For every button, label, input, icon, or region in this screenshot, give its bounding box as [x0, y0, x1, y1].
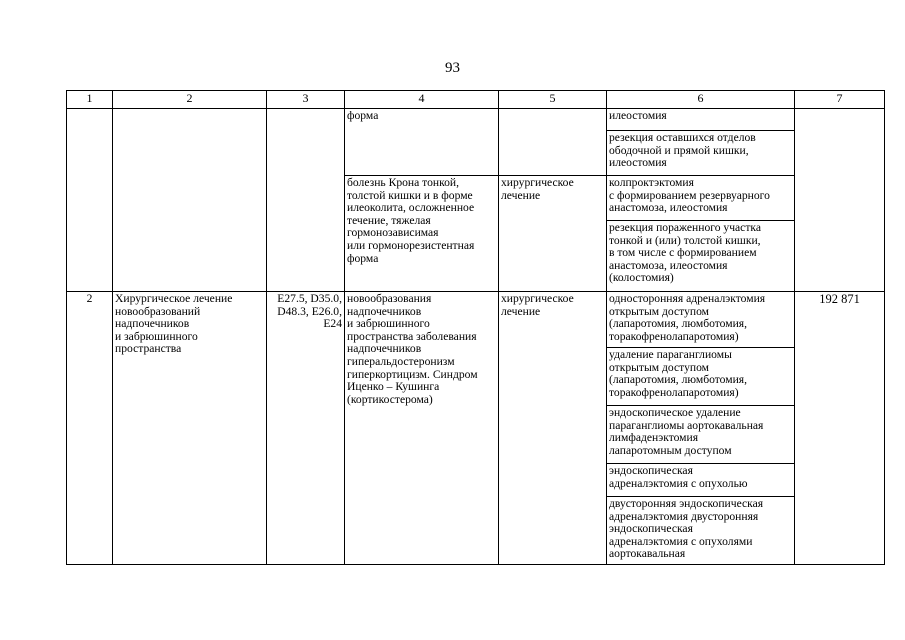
- method-cell: колпроктэктомия с формированием резервуарного анастомоза, илеостомия: [607, 176, 795, 221]
- column-number-4: 4: [345, 91, 499, 109]
- icd-codes-cell: [267, 109, 345, 292]
- diagnosis-cell: болезнь Крона тонкой, толстой кишки и в форме илеоколита, осложненное течение, тяжелая гормонозависимая или гормонорезистентная форма: [345, 176, 499, 292]
- treatment-kind-cell: хирургическое лечение: [499, 176, 607, 292]
- row-number-cell: 2: [67, 292, 113, 565]
- cost-cell: [795, 109, 885, 292]
- column-number-1: 1: [67, 91, 113, 109]
- column-number-5: 5: [499, 91, 607, 109]
- cost-cell: 192 871: [795, 292, 885, 565]
- table-row: [67, 109, 885, 131]
- method-cell: резекция пораженного участка тонкой и (или) толстой кишки, в том числе с формированием анастомоза, илеостомия (колостомия): [607, 221, 795, 292]
- icd-codes-cell: E27.5, D35.0, D48.3, E26.0, E24: [267, 292, 345, 565]
- diagnosis-cell: новообразования надпочечников и забрюшинного пространства заболевания надпочечников гиперальдостеронизм гиперкортицизм. Синдром Иценко – Кушинга (кортикостерома): [345, 292, 499, 565]
- column-number-7: 7: [795, 91, 885, 109]
- column-number-2: 2: [113, 91, 267, 109]
- method-cell: эндоскопическое удаление параганглиомы аортокавальная лимфаденэктомия лапаротомным доступом: [607, 406, 795, 464]
- table-row: [67, 292, 885, 348]
- page-number: 93: [445, 60, 460, 76]
- method-cell: удаление параганглиомы открытым доступом (лапаротомия, люмботомия, торакофренолапаротомия): [607, 348, 795, 406]
- method-cell: односторонняя адреналэктомия открытым доступом (лапаротомия, люмботомия, торакофренолапаротомия): [607, 292, 795, 348]
- treatment-type-cell: Хирургическое лечение новообразований надпочечников и забрюшинного пространства: [113, 292, 267, 565]
- method-cell: илеостомия: [607, 109, 795, 131]
- treatment-kind-cell: хирургическое лечение: [499, 292, 607, 565]
- method-cell: эндоскопическая адреналэктомия с опухолью: [607, 464, 795, 497]
- column-number-3: 3: [267, 91, 345, 109]
- method-cell: резекция оставшихся отделов ободочной и прямой кишки, илеостомия: [607, 131, 795, 176]
- method-cell: двусторонняя эндоскопическая адреналэктомия двусторонняя эндоскопическая адреналэктомия с опухолями аортокавальная: [607, 497, 795, 565]
- medical-care-table: [66, 90, 885, 565]
- column-number-6: 6: [607, 91, 795, 109]
- row-number-cell: [67, 109, 113, 292]
- diagnosis-cell: форма: [345, 109, 499, 176]
- table-header-row: [67, 91, 885, 109]
- treatment-type-cell: [113, 109, 267, 292]
- treatment-kind-cell: [499, 109, 607, 176]
